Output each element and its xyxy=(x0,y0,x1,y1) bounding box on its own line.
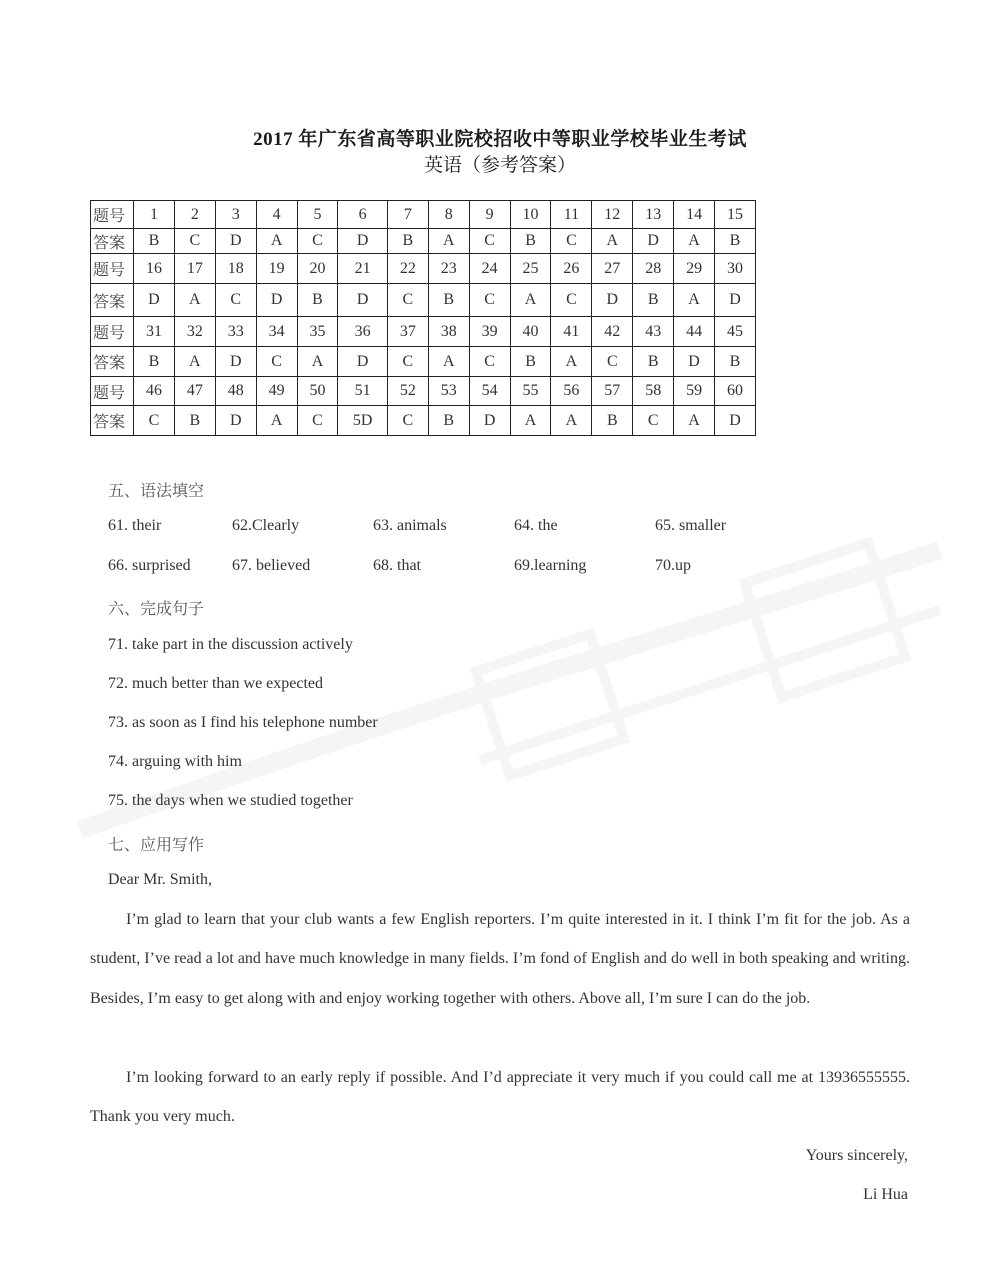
answer-cell: C xyxy=(297,406,338,436)
answer-cell: A xyxy=(297,347,338,377)
answer-cell: 22 xyxy=(387,254,428,284)
answer-cell: A xyxy=(174,284,215,317)
answer-cell: C xyxy=(469,347,510,377)
answer-cell: C xyxy=(387,347,428,377)
answer-cell: 34 xyxy=(256,317,297,347)
answer-cell: 7 xyxy=(387,201,428,229)
answer-table-row xyxy=(91,317,756,347)
answer-cell: A xyxy=(674,284,715,317)
answer-table-row xyxy=(91,347,756,377)
answer-cell: A xyxy=(674,406,715,436)
answer-cell: 37 xyxy=(387,317,428,347)
answer-cell: D xyxy=(674,347,715,377)
grammar-answer: 66. surprised xyxy=(108,557,191,574)
letter-paragraph-1: I’m glad to learn that your club wants a few English reporters. I’m quite interested in it. I think I’m fit for the job. As a student, I’ve read a lot and have much knowledge in many fields. I’m fond of English and do well in both speaking and writing. Besides, I’m easy to get along with and enjoy working together with others. Above all, I’m sure I can do the job. xyxy=(90,911,910,1007)
answer-cell: A xyxy=(551,406,592,436)
answer-cell: 52 xyxy=(387,377,428,406)
answer-cell: 47 xyxy=(174,377,215,406)
answer-cell: A xyxy=(592,229,633,254)
answer-cell: 51 xyxy=(338,377,387,406)
answer-cell: A xyxy=(256,406,297,436)
answer-cell: 54 xyxy=(469,377,510,406)
answer-table-row xyxy=(91,284,756,317)
answer-cell: 57 xyxy=(592,377,633,406)
answer-cell: 59 xyxy=(674,377,715,406)
answer-cell: 19 xyxy=(256,254,297,284)
answer-cell: 49 xyxy=(256,377,297,406)
answer-cell: D xyxy=(134,284,175,317)
grammar-answer: 64. the xyxy=(514,517,558,534)
answer-cell: D xyxy=(715,284,756,317)
answer-cell: 29 xyxy=(674,254,715,284)
sentence-answer: 75. the days when we studied together xyxy=(108,792,353,809)
answer-cell: 44 xyxy=(674,317,715,347)
answer-cell: 48 xyxy=(215,377,256,406)
grammar-answer: 62.Clearly xyxy=(232,517,300,534)
row-label: 答案 xyxy=(91,347,134,377)
answer-cell: D xyxy=(215,347,256,377)
row-label: 题号 xyxy=(91,201,134,229)
answer-table-row xyxy=(91,377,756,406)
answer-cell: C xyxy=(174,229,215,254)
answer-table-row xyxy=(91,201,756,229)
answer-cell: B xyxy=(592,406,633,436)
answer-cell: 53 xyxy=(428,377,469,406)
section6-heading: 六、完成句子 xyxy=(108,601,205,618)
letter-paragraph-2: I’m looking forward to an early reply if possible. And I’d appreciate it very much if you could call me at 13936555555. Thank you very much. xyxy=(90,1069,910,1126)
section7-heading: 七、应用写作 xyxy=(108,837,205,854)
answer-cell: 11 xyxy=(551,201,592,229)
answer-cell: A xyxy=(256,229,297,254)
answer-cell: 9 xyxy=(469,201,510,229)
answer-cell: 23 xyxy=(428,254,469,284)
answer-cell: 38 xyxy=(428,317,469,347)
answer-cell: 21 xyxy=(338,254,387,284)
answer-cell: 46 xyxy=(134,377,175,406)
answer-cell: 14 xyxy=(674,201,715,229)
row-label: 答案 xyxy=(91,284,134,317)
answer-cell: 35 xyxy=(297,317,338,347)
answer-cell: 45 xyxy=(715,317,756,347)
answer-cell: 43 xyxy=(633,317,674,347)
sentence-answer: 74. arguing with him xyxy=(108,753,242,770)
answer-cell: 13 xyxy=(633,201,674,229)
answer-cell: 36 xyxy=(338,317,387,347)
answer-cell: 24 xyxy=(469,254,510,284)
answer-cell: 40 xyxy=(510,317,551,347)
answer-cell: D xyxy=(215,406,256,436)
answer-cell: B xyxy=(387,229,428,254)
sentence-answer: 73. as soon as I find his telephone number xyxy=(108,714,378,731)
answer-cell: B xyxy=(134,229,175,254)
answer-cell: C xyxy=(134,406,175,436)
answer-cell: C xyxy=(387,284,428,317)
answer-table-row xyxy=(91,254,756,284)
answer-cell: D xyxy=(469,406,510,436)
answer-cell: 12 xyxy=(592,201,633,229)
row-label: 题号 xyxy=(91,377,134,406)
answer-cell: C xyxy=(256,347,297,377)
answer-cell: 6 xyxy=(338,201,387,229)
answer-table xyxy=(90,200,756,436)
answer-cell: 15 xyxy=(715,201,756,229)
answer-cell: C xyxy=(551,284,592,317)
grammar-answer: 65. smaller xyxy=(655,517,727,534)
answer-cell: 18 xyxy=(215,254,256,284)
answer-cell: B xyxy=(633,284,674,317)
answer-cell: A xyxy=(428,347,469,377)
answer-cell: B xyxy=(297,284,338,317)
answer-table-row xyxy=(91,229,756,254)
grammar-answer: 69.learning xyxy=(514,557,587,574)
answer-cell: 31 xyxy=(134,317,175,347)
letter-closing: Yours sincerely, xyxy=(805,1147,908,1164)
answer-cell: C xyxy=(633,406,674,436)
answer-cell: B xyxy=(134,347,175,377)
row-label: 答案 xyxy=(91,229,134,254)
answer-cell: 39 xyxy=(469,317,510,347)
answer-cell: 2 xyxy=(174,201,215,229)
row-label: 答案 xyxy=(91,406,134,436)
answer-cell: C xyxy=(215,284,256,317)
letter-salutation: Dear Mr. Smith, xyxy=(108,871,212,888)
answer-cell: A xyxy=(510,406,551,436)
answer-cell: 30 xyxy=(715,254,756,284)
answer-cell: 60 xyxy=(715,377,756,406)
answer-cell: 5 xyxy=(297,201,338,229)
answer-cell: D xyxy=(592,284,633,317)
answer-cell: 55 xyxy=(510,377,551,406)
answer-cell: B xyxy=(715,229,756,254)
answer-cell: 25 xyxy=(510,254,551,284)
answer-table-row xyxy=(91,406,756,436)
document-subtitle: 英语（参考答案） xyxy=(423,155,576,176)
grammar-answer: 67. believed xyxy=(232,557,311,574)
answer-cell: 17 xyxy=(174,254,215,284)
sentence-answer: 72. much better than we expected xyxy=(108,675,324,692)
answer-cell: D xyxy=(256,284,297,317)
answer-cell: B xyxy=(510,347,551,377)
answer-cell: A xyxy=(674,229,715,254)
section5-heading: 五、语法填空 xyxy=(108,483,205,500)
answer-cell: 10 xyxy=(510,201,551,229)
document-title: 2017 年广东省高等职业院校招收中等职业学校毕业生考试 xyxy=(253,129,747,150)
answer-cell: B xyxy=(510,229,551,254)
answer-cell: A xyxy=(174,347,215,377)
answer-cell: C xyxy=(387,406,428,436)
answer-cell: 20 xyxy=(297,254,338,284)
grammar-answer: 61. their xyxy=(108,517,162,534)
answer-cell: 41 xyxy=(551,317,592,347)
answer-cell: A xyxy=(551,347,592,377)
answer-cell: C xyxy=(551,229,592,254)
answer-cell: D xyxy=(338,229,387,254)
answer-cell: C xyxy=(297,229,338,254)
answer-cell: 58 xyxy=(633,377,674,406)
row-label: 题号 xyxy=(91,317,134,347)
answer-cell: B xyxy=(633,347,674,377)
answer-cell: B xyxy=(174,406,215,436)
answer-cell: 32 xyxy=(174,317,215,347)
grammar-answer: 63. animals xyxy=(373,517,447,534)
answer-cell: 33 xyxy=(215,317,256,347)
answer-cell: 3 xyxy=(215,201,256,229)
answer-cell: 1 xyxy=(134,201,175,229)
answer-cell: 27 xyxy=(592,254,633,284)
answer-cell: 5D xyxy=(338,406,387,436)
answer-cell: 8 xyxy=(428,201,469,229)
answer-cell: 56 xyxy=(551,377,592,406)
answer-cell: C xyxy=(592,347,633,377)
answer-cell: C xyxy=(469,284,510,317)
answer-cell: D xyxy=(215,229,256,254)
answer-cell: 28 xyxy=(633,254,674,284)
sentence-answer: 71. take part in the discussion actively xyxy=(108,636,353,653)
answer-cell: D xyxy=(715,406,756,436)
answer-cell: B xyxy=(715,347,756,377)
answer-cell: 50 xyxy=(297,377,338,406)
answer-cell: D xyxy=(338,347,387,377)
answer-cell: A xyxy=(510,284,551,317)
answer-cell: B xyxy=(428,406,469,436)
answer-cell: A xyxy=(428,229,469,254)
answer-cell: 26 xyxy=(551,254,592,284)
answer-cell: D xyxy=(633,229,674,254)
answer-cell: C xyxy=(469,229,510,254)
answer-cell: 42 xyxy=(592,317,633,347)
answer-cell: B xyxy=(428,284,469,317)
row-label: 题号 xyxy=(91,254,134,284)
grammar-answer: 70.up xyxy=(655,557,691,574)
grammar-answer: 68. that xyxy=(373,557,421,574)
answer-cell: D xyxy=(338,284,387,317)
answer-cell: 16 xyxy=(134,254,175,284)
answer-cell: 4 xyxy=(256,201,297,229)
letter-signature: Li Hua xyxy=(863,1186,908,1203)
